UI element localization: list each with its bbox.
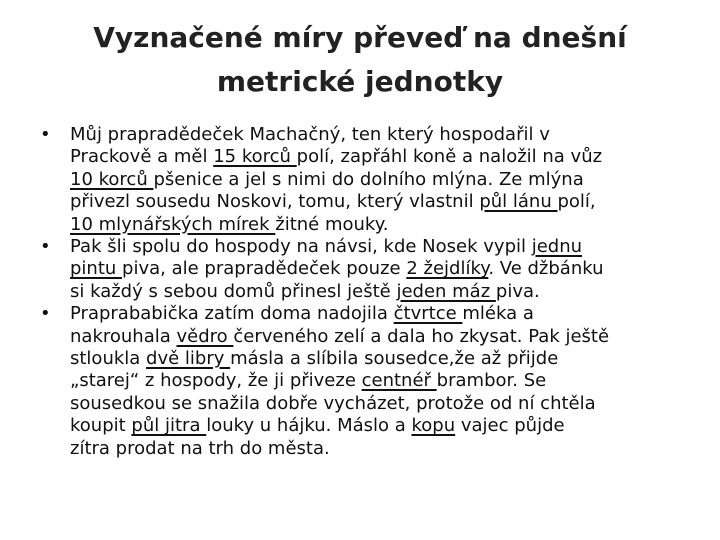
text-segment: stloukla xyxy=(70,348,147,370)
title-line-2: metrické jednotky xyxy=(216,65,504,98)
bullet-text-line xyxy=(70,415,690,437)
underlined-unit: pintu xyxy=(70,258,123,280)
text-segment: polí, xyxy=(557,191,596,213)
text-segment: piva. xyxy=(495,280,540,302)
underlined-unit: kopu xyxy=(411,415,456,437)
bullet-text-line xyxy=(70,393,690,415)
bullet-text-line xyxy=(70,146,690,168)
text-segment: Pak šli spolu do hospody na návsi, kde Nosek vypil xyxy=(70,236,532,258)
text-segment: zítra prodat na trh do města. xyxy=(70,437,330,459)
bullet-text-line xyxy=(70,438,690,460)
bullet-dot-icon: • xyxy=(40,124,51,145)
text-segment: Prackově a měl xyxy=(70,146,214,168)
bullet-item xyxy=(0,124,720,236)
bullet-text-line xyxy=(70,370,690,392)
underlined-unit: dvě libry xyxy=(146,348,231,370)
bullet-item xyxy=(0,236,720,303)
bullet-text-line xyxy=(70,281,690,303)
text-segment: másla a slíbila sousedce,že až přijde xyxy=(230,348,559,370)
underlined-unit: čtvrtce xyxy=(393,303,463,325)
text-segment: „starej“ z hospody, že ji přiveze xyxy=(70,370,362,392)
bullet-text-line xyxy=(70,191,690,213)
bullet-text-line xyxy=(70,303,690,325)
bullet-item xyxy=(0,303,720,460)
bullet-dot-icon: • xyxy=(40,303,51,325)
underlined-unit: vědro xyxy=(176,325,234,347)
text-segment: sousedkou se snažila dobře vycházet, protože od ní chtěla xyxy=(70,392,596,414)
bullet-text-line xyxy=(70,169,690,191)
text-segment: Praprababička zatím doma nadojila xyxy=(70,303,394,325)
text-segment: brambor. Se xyxy=(436,370,547,392)
bullet-text-line xyxy=(70,214,690,236)
text-segment: polí, zapřáhl koně a naložil na vůz xyxy=(296,146,603,168)
text-segment: louky u hájku. Máslo a xyxy=(206,415,412,437)
bullet-text-line xyxy=(70,236,690,258)
underlined-unit: 2 žejdlíky xyxy=(406,258,489,280)
text-segment: koupit xyxy=(70,415,132,437)
text-segment: pšenice a jel s nimi do dolního mlýna. Ze mlýna xyxy=(153,168,584,190)
text-segment: červeného zelí a dala ho zkysat. Pak ještě xyxy=(233,325,610,347)
text-segment: přivezl sousedu Noskovi, tomu, který vlastnil xyxy=(70,191,480,213)
underlined-unit: 10 korců xyxy=(70,168,154,190)
text-segment: Můj prapradědeček Machačný, ten který hospodařil v xyxy=(70,124,550,145)
text-segment: žitné mouky. xyxy=(275,213,389,235)
bullet-dot-icon: • xyxy=(40,236,51,258)
underlined-unit: 10 mlynářských mírek xyxy=(70,213,276,235)
text-segment: piva, ale prapradědeček pouze xyxy=(122,258,407,280)
text-segment: . Ve džbánku xyxy=(488,258,604,280)
slide-title xyxy=(60,16,660,104)
bullet-text-line xyxy=(70,326,690,348)
underlined-unit: půl lánu xyxy=(479,191,558,213)
text-segment: vajec půjde xyxy=(455,415,565,437)
text-segment: nakrouhala xyxy=(70,325,177,347)
bullet-text-line xyxy=(70,258,690,280)
text-segment: si každý s sebou domů přinesl ještě xyxy=(70,280,397,302)
bullet-text-line xyxy=(70,348,690,370)
underlined-unit: jeden máz xyxy=(396,280,496,302)
underlined-unit: centnéř xyxy=(361,370,437,392)
underlined-unit: 15 korců xyxy=(213,146,297,168)
underlined-unit: půl jitra xyxy=(131,415,207,437)
underlined-unit: jednu xyxy=(531,236,583,258)
title-line-1: Vyznačené míry převeď na dnešní xyxy=(93,21,627,54)
text-segment: mléka a xyxy=(462,303,534,325)
bullet-text-line xyxy=(70,124,690,146)
bullet-list xyxy=(0,124,720,460)
